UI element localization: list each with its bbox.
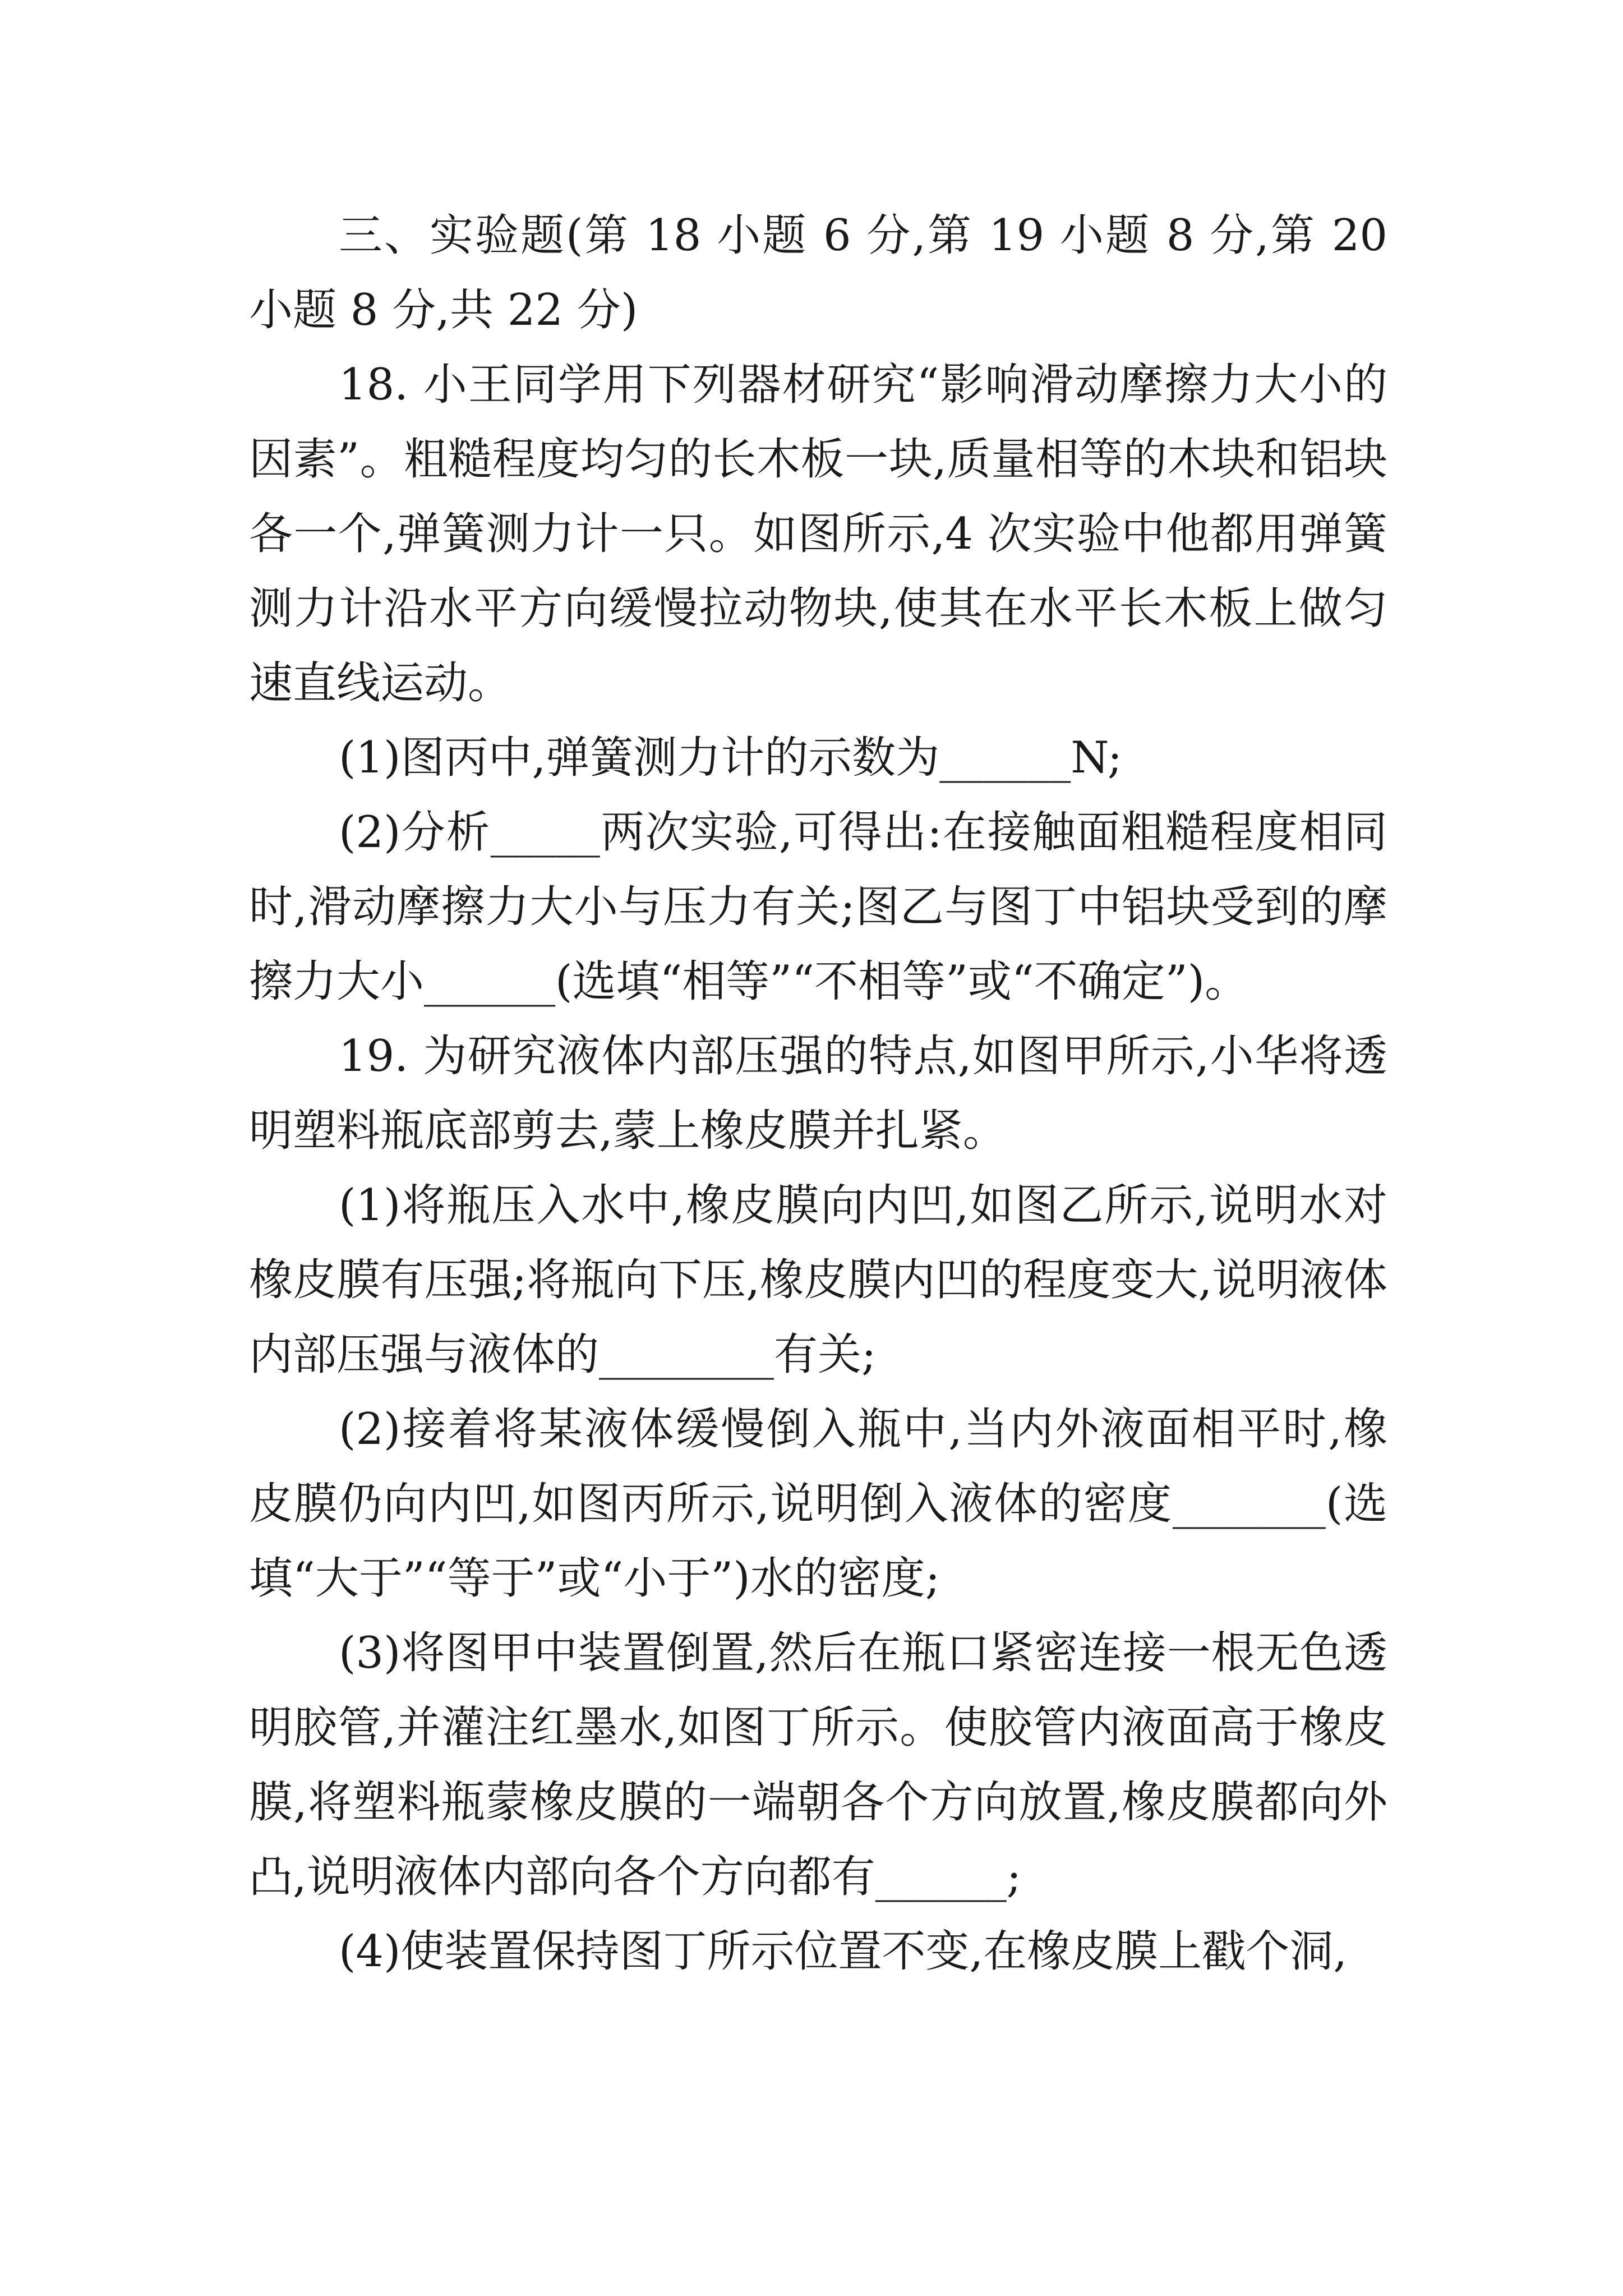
question-18-intro: 18. 小王同学用下列器材研究“影响滑动摩擦力大小的因素”。粗糙程度均匀的长木板一块,质量相等的木块和铝块各一个,弹簧测力计一只。如图所示,4 次实验中他都用弹簧测力计沿水平方向缓慢拉动物块,使其在水平长木板上做匀速直线运动。 bbox=[249, 360, 1387, 708]
question-19-part-4: (4)使装置保持图丁所示位置不变,在橡皮膜上戳个洞, bbox=[339, 1926, 1348, 1977]
question-19-part-3: (3)将图甲中装置倒置,然后在瓶口紧密连接一根无色透明胶管,并灌注红墨水,如图丁所示。使胶管内液面高于橡皮膜,将塑料瓶蒙橡皮膜的一端朝各个方向放置,橡皮膜都向外凸,说明液体内部向各个方向都有______; bbox=[249, 1628, 1387, 1902]
section-heading: 三、实验题(第 18 小题 6 分,第 19 小题 8 分,第 20 小题 8 分,共 22 分) bbox=[249, 210, 1387, 335]
question-18-part-1: (1)图丙中,弹簧测力计的示数为______N; bbox=[339, 733, 1123, 783]
question-19-part-2: (2)接着将某液体缓慢倒入瓶中,当内外液面相平时,橡皮膜仍向内凹,如图丙所示,说明倒入液体的密度_______(选填“大于”“等于”或“小于”)水的密度; bbox=[249, 1404, 1387, 1604]
question-19-part-1: (1)将瓶压入水中,橡皮膜向内凹,如图乙所示,说明水对橡皮膜有压强;将瓶向下压,橡皮膜内凹的程度变大,说明液体内部压强与液体的________有关; bbox=[249, 1180, 1387, 1380]
question-19-intro: 19. 为研究液体内部压强的特点,如图甲所示,小华将透明塑料瓶底部剪去,蒙上橡皮膜并扎紧。 bbox=[249, 1031, 1387, 1156]
question-18-part-2: (2)分析_____两次实验,可得出:在接触面粗糙程度相同时,滑动摩擦力大小与压力有关;图乙与图丁中铝块受到的摩擦力大小______(选填“相等”“不相等”或“不确定”)。 bbox=[249, 807, 1387, 1007]
document-content bbox=[249, 199, 1387, 1989]
